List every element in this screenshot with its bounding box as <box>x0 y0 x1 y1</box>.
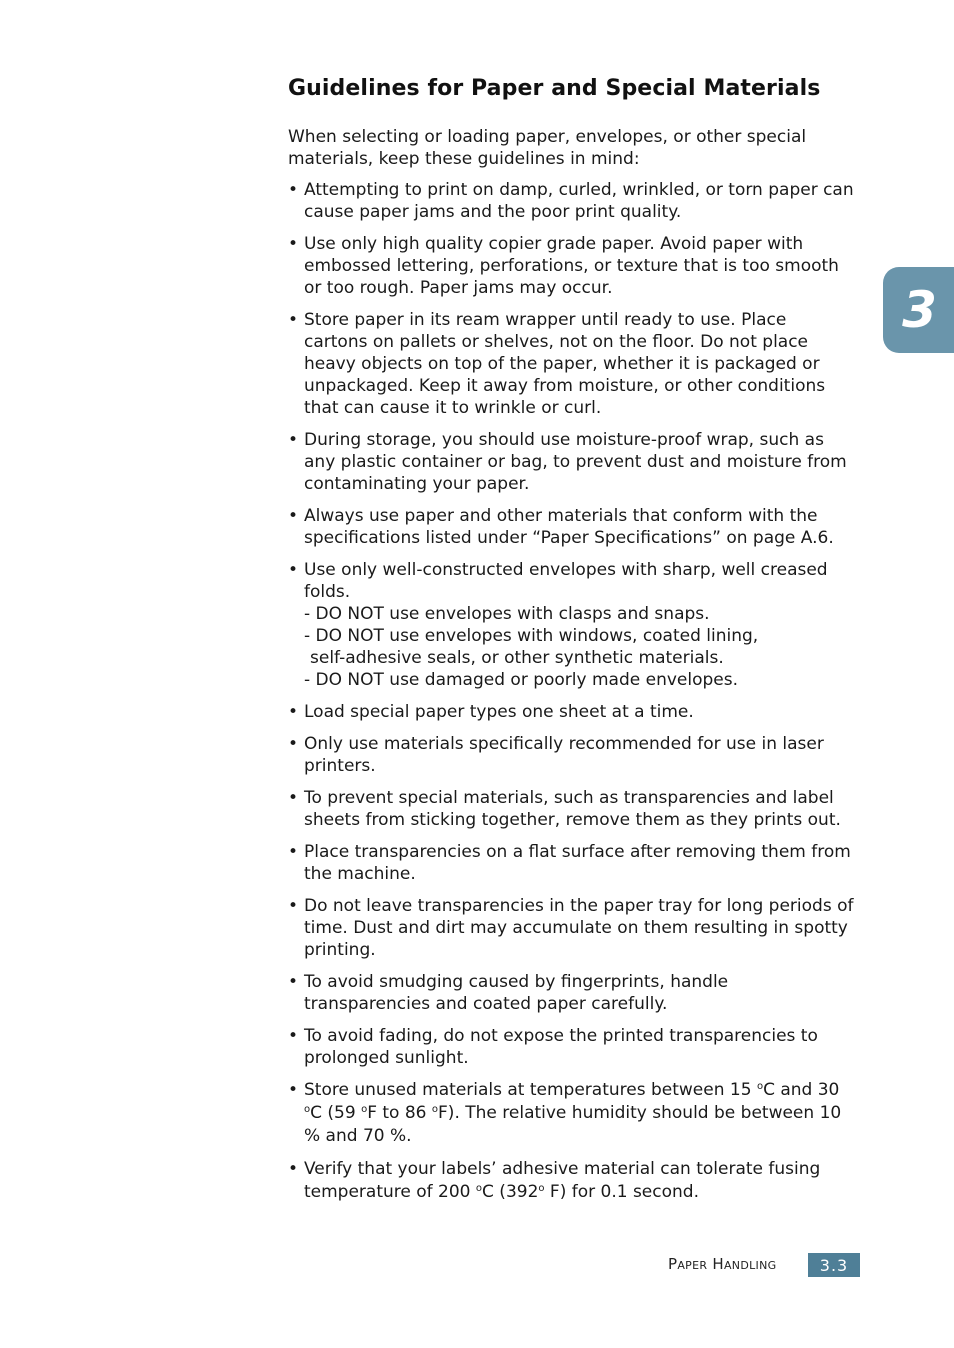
page-title: Guidelines for Paper and Special Materials <box>288 76 821 101</box>
list-item-envelopes <box>288 559 854 691</box>
main-content <box>288 126 854 1214</box>
degree-symbol: o <box>431 1104 439 1115</box>
list-item: • During storage, you should use moisture-proof wrap, such as any plastic container or bag, to prevent dust and moisture from contaminating your paper. <box>288 429 854 495</box>
degree-symbol: o <box>361 1104 368 1115</box>
footer-label-part: APER <box>677 1259 708 1272</box>
labels-text: Verify that your labels’ adhesive material can tolerate fusing temperature of 200 <box>304 1159 821 1202</box>
list-item: • Load special paper types one sheet at a time. <box>288 701 854 723</box>
labels-text: C (392 <box>482 1182 539 1202</box>
intro-paragraph: When selecting or loading paper, envelopes, or other special materials, keep these guidelines in mind: <box>288 127 807 169</box>
footer-label-part: H <box>707 1255 724 1273</box>
footer-label-part: ANDLING <box>723 1259 777 1272</box>
list-item: • To avoid smudging caused by fingerprints, handle transparencies and coated paper carefully. <box>288 971 854 1015</box>
envelopes-sub-item: - DO NOT use envelopes with windows, coated lining, <box>304 626 759 646</box>
envelopes-sub-item-continued: self-adhesive seals, or other synthetic materials. <box>310 648 724 668</box>
envelopes-sub-item: - DO NOT use envelopes with clasps and snaps. <box>304 604 710 624</box>
list-item: • To avoid fading, do not expose the printed transparencies to prolonged sunlight. <box>288 1025 854 1069</box>
envelopes-sub-item: - DO NOT use damaged or poorly made envelopes. <box>304 670 739 690</box>
list-item: • Do not leave transparencies in the paper tray for long periods of time. Dust and dirt may accumulate on them resulting in spotty printing. <box>288 895 854 961</box>
envelopes-text: Use only well-constructed envelopes with sharp, well creased folds. <box>304 560 828 602</box>
degree-symbol: o <box>756 1081 764 1092</box>
page-number: 3.3 <box>808 1253 860 1277</box>
storage-text: F to 86 <box>367 1103 432 1123</box>
storage-text: C and 30 <box>763 1080 840 1100</box>
list-item: • Place transparencies on a flat surface after removing them from the machine. <box>288 841 854 885</box>
list-item: • To prevent special materials, such as transparencies and label sheets from sticking together, remove them as they prints out. <box>288 787 854 831</box>
list-item: • Use only high quality copier grade paper. Avoid paper with embossed lettering, perforations, or texture that is too smooth or too rough. Paper jams may occur. <box>288 233 854 299</box>
chapter-tab: 3 <box>883 267 954 353</box>
storage-text: Store unused materials at temperatures between 15 <box>304 1080 757 1100</box>
degree-symbol: o <box>475 1183 483 1194</box>
list-item-label-temperature <box>288 1158 854 1204</box>
list-item-storage-temperature <box>288 1079 854 1148</box>
list-item: • Store paper in its ream wrapper until ready to use. Place cartons on pallets or shelves, not on the floor. Do not place heavy objects on top of the paper, whether it is packaged or unpackaged. Keep it away from moisture, or other conditions that can cause it to wrinkle or curl. <box>288 309 854 419</box>
footer-label-part: P <box>668 1255 678 1273</box>
degree-symbol: o <box>304 1104 311 1115</box>
storage-text: F). The relative humidity should be between 10 % and 70 %. <box>304 1103 842 1146</box>
list-item: • Only use materials specifically recommended for use in laser printers. <box>288 733 854 777</box>
footer-section-label <box>668 1255 776 1273</box>
list-item: • Attempting to print on damp, curled, wrinkled, or torn paper can cause paper jams and the poor print quality. <box>288 179 854 223</box>
guideline-list <box>288 179 854 1204</box>
labels-text: F) for 0.1 second. <box>544 1182 699 1202</box>
degree-symbol: o <box>538 1183 545 1194</box>
list-item: • Always use paper and other materials that conform with the specifications listed under “Paper Specifications” on page A.6. <box>288 505 854 549</box>
storage-text: C (59 <box>310 1103 362 1123</box>
